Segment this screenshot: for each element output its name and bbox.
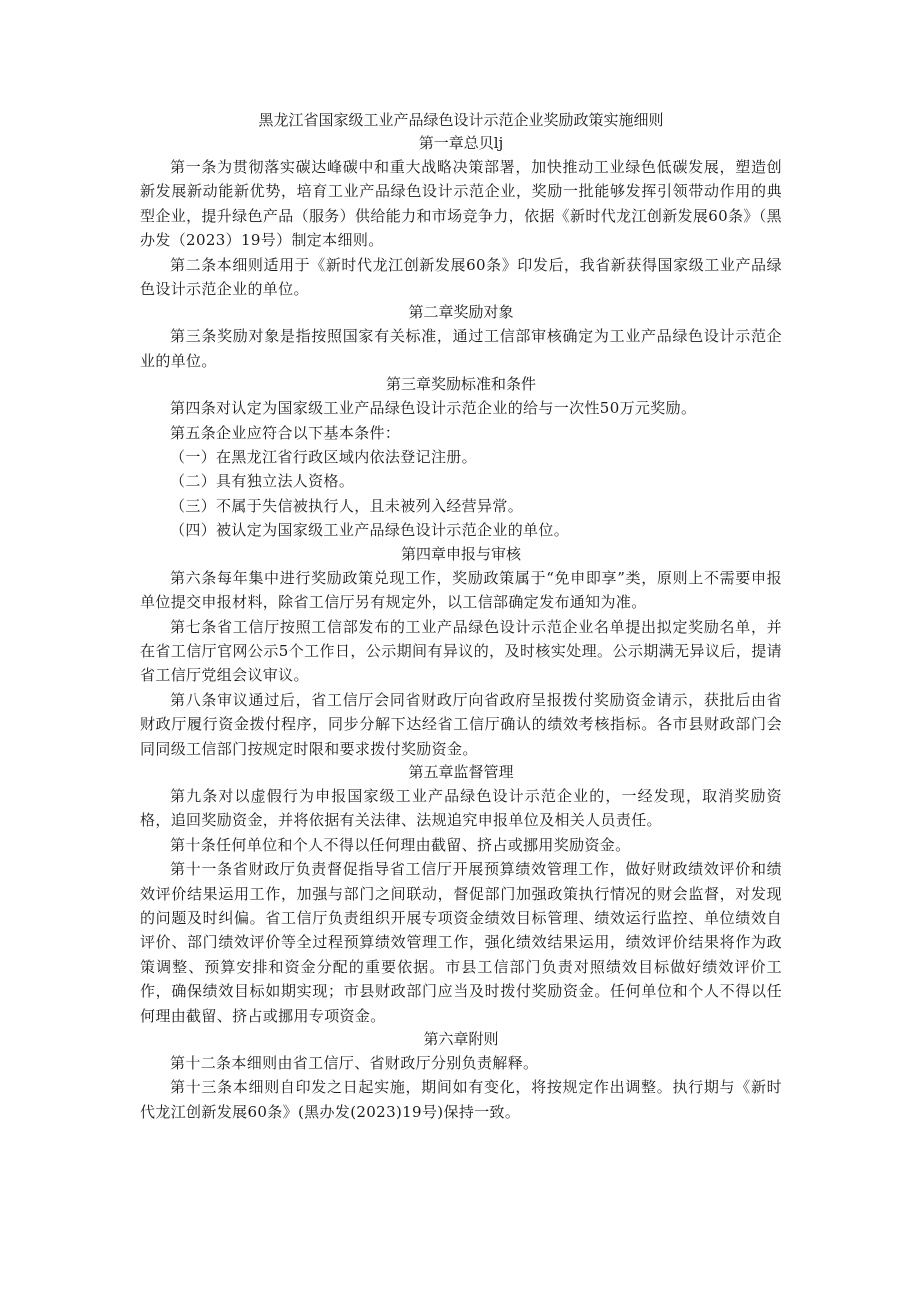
article-1: 第一条为贯彻落实碳达峰碳中和重大战略决策部署，加快推动工业绿色低碳发展，塑造创新发展新动能新优势，培育工业产品绿色设计示范企业，奖励一批能够发挥引领带动作用的典型企业，提升绿色产品（服务）供给能力和市场竞争力，依据《新时代龙江创新发展60条》（黑办发（2023）19号）制定本细则。 — [140, 158, 782, 250]
document-page — [140, 109, 782, 1124]
condition-item-3: （三）不属于失信被执行人，且未被列入经营异常。 — [170, 496, 524, 515]
chapter-4-heading: 第四章申报与审核 — [400, 544, 521, 563]
article-3: 第三条奖励对象是指按照国家有关标准，通过工信部审核确定为工业产品绿色设计示范企业的单位。 — [140, 327, 782, 370]
article-5: 第五条企业应符合以下基本条件： — [170, 423, 401, 442]
chapter-2-heading: 第二章奖励对象 — [408, 303, 514, 322]
chapter-6-heading: 第六章附则 — [423, 1030, 499, 1048]
article-2: 第二条本细则适用于《新时代龙江创新发展60条》印发后，我省新获得国家级工业产品绿色设计示范企业的单位。 — [140, 255, 782, 299]
article-12: 第十二条本细则由省工信厅、省财政厅分别负责解释。 — [170, 1054, 539, 1072]
article-7: 第七条省工信厅按照工信部发布的工业产品绿色设计示范企业名单提出拟定奖励名单，并在省工信厅官网公示5个工作日，公示期间有异议的，及时核实处理。公示期满无异议后，提请省工信厅党组会议审议。 — [140, 617, 782, 685]
article-4: 第四条对认定为国家级工业产品绿色设计示范企业的给与一次性50万元奖励。 — [170, 399, 697, 418]
article-13: 第十三条本细则自印发之日起实施，期间如有变化，将按规定作出调整。执行期与《新时代龙江创新发展60条》(黑办发(2023)19号)保持一致。 — [140, 1078, 782, 1121]
article-8: 第八条审议通过后，省工信厅会同省财政厅向省政府呈报拨付奖励资金请示，获批后由省财政厅履行资金拨付程序，同步分解下达经省工信厅确认的绩效考核指标。各市县财政部门会同同级工信部门按规定时限和要求拨付奖励资金。 — [140, 690, 782, 758]
document-title: 黑龙江省国家级工业产品绿色设计示范企业奖励政策实施细则 — [258, 111, 664, 129]
condition-item-4: （四）被认定为国家级工业产品绿色设计示范企业的单位。 — [170, 521, 570, 540]
condition-item-2: （二）具有独立法人资格。 — [170, 472, 355, 491]
chapter-3-heading: 第三章奖励标准和条件 — [385, 375, 536, 394]
article-11: 第十一条省财政厅负责督促指导省工信厅开展预算绩效管理工作，做好财政绩效评价和绩效评价结果运用工作，加强与部门之间联动，督促部门加强政策执行情况的财会监督，对发现的问题及时纠偏。省工信厅负责组织开展专项资金绩效目标管理、绩效运行监控、单位绩效自评价、部门绩效评价等全过程预算绩效管理工作，强化绩效结果运用，绩效评价结果将作为政策调整、预算安排和资金分配的重要依据。市县工信部门负责对照绩效目标做好绩效评价工作，确保绩效目标如期实现；市县财政部门应当及时拨付奖励资金。任何单位和个人不得以任何理由截留、挤占或挪用专项资金。 — [140, 860, 782, 1025]
article-6: 第六条每年集中进行奖励政策兑现工作，奖励政策属于“免申即享”类，原则上不需要申报单位提交申报材料，除省工信厅另有规定外，以工信部确定发布通知为准。 — [140, 568, 782, 612]
chapter-1-heading: 第一章总贝lj — [418, 134, 504, 152]
condition-item-1: （一）在黑龙江省行政区域内依法登记注册。 — [170, 448, 478, 467]
article-10: 第十条任何单位和个人不得以任何理由截留、挤占或挪用奖励资金。 — [170, 835, 631, 854]
chapter-5-heading: 第五章监督管理 — [408, 762, 514, 781]
article-9: 第九条对以虚假行为申报国家级工业产品绿色设计示范企业的，一经发现，取消奖励资格，追回奖励资金，并将依据有关法律、法规追究申报单位及相关人员责任。 — [140, 786, 782, 830]
